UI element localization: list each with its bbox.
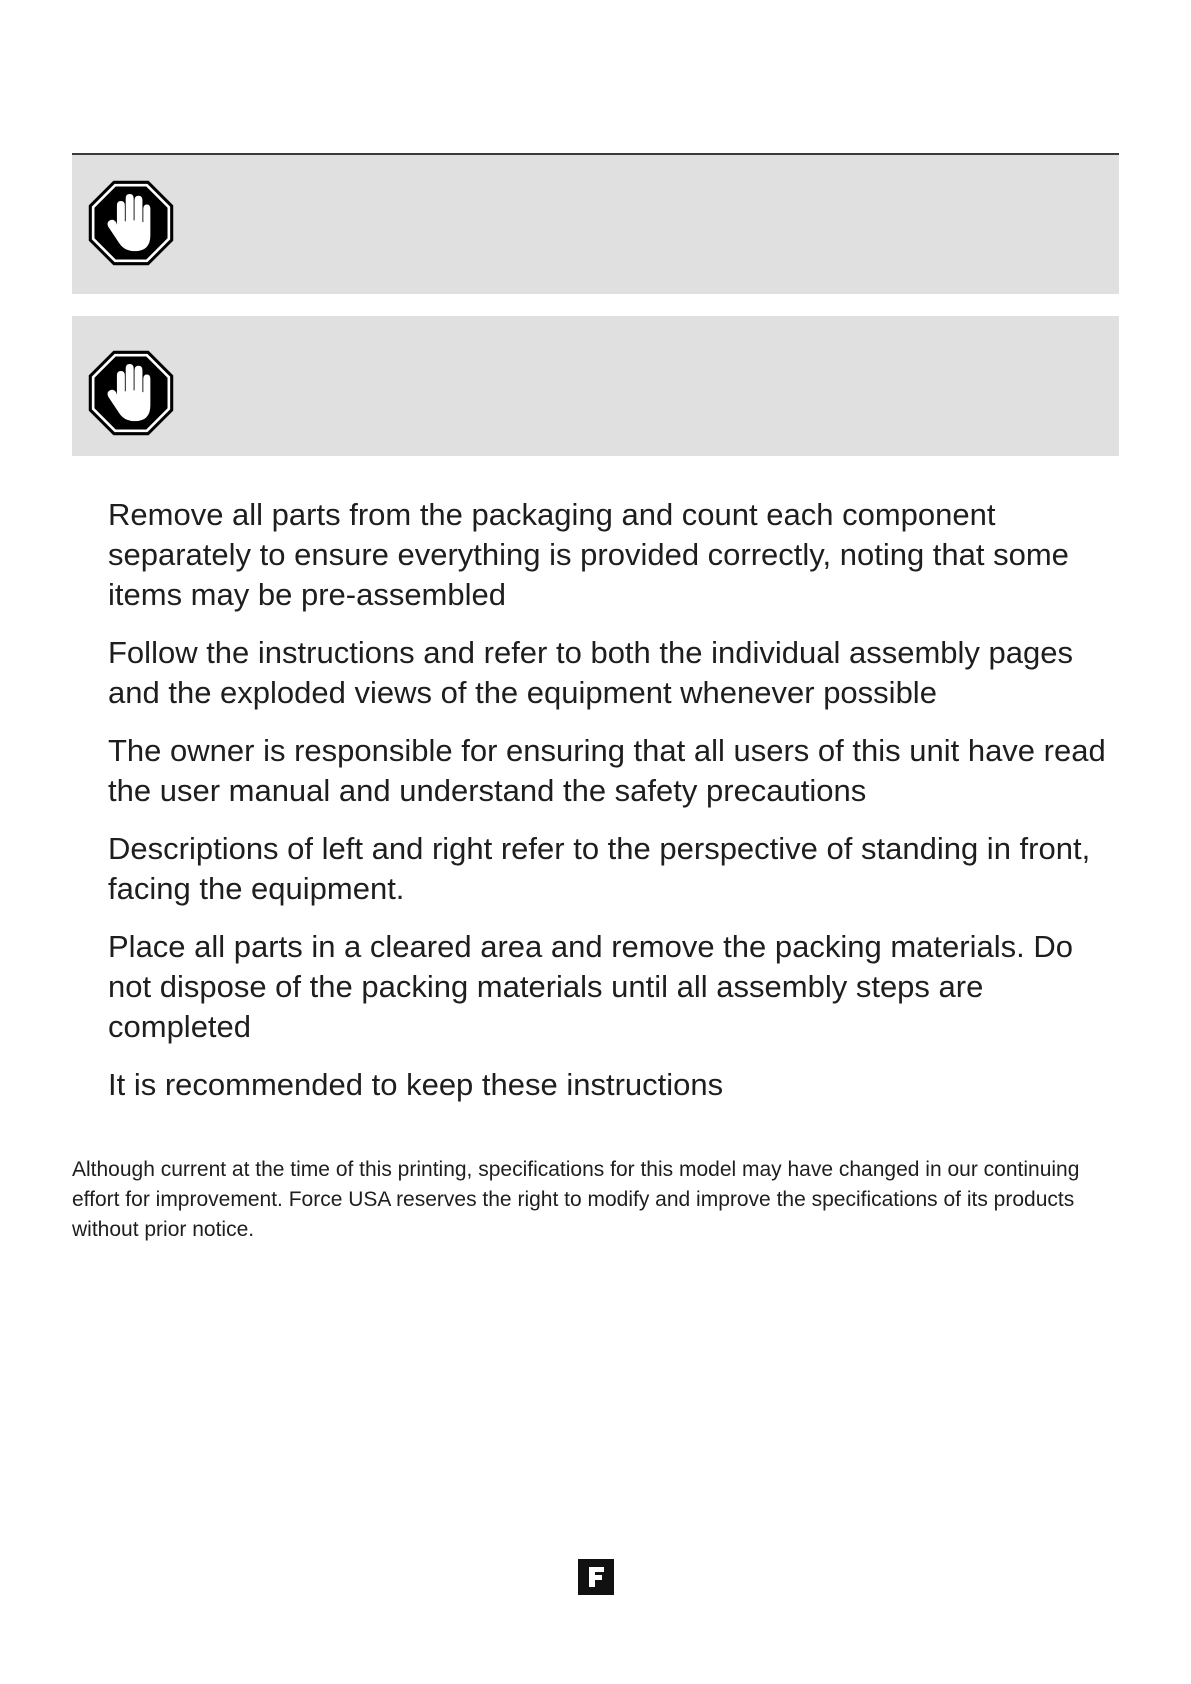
force-usa-logo-icon (578, 1559, 614, 1595)
instruction-item: Place all parts in a cleared area and remove the packing materials. Do not dispose of the packing materials until all assembly steps are completed (108, 929, 1073, 1044)
stop-hand-icon (87, 179, 175, 267)
instruction-item: It is recommended to keep these instructions (108, 1067, 724, 1102)
caution-notice-box (72, 316, 1119, 456)
instruction-item: Descriptions of left and right refer to the perspective of standing in front, facing the equipment. (108, 831, 1091, 906)
stop-hand-icon (87, 349, 175, 437)
instruction-item: Remove all parts from the packaging and count each component separately to ensure everything is provided correctly, noting that some items may be pre-assembled (108, 497, 1069, 612)
warning-notice-box (72, 155, 1119, 294)
specifications-disclaimer: Although current at the time of this printing, specifications for this model may have changed in our continuing effort for improvement. Force USA reserves the right to modify and improve the specifications of its products without prior notice. (72, 1158, 1080, 1241)
instruction-item: Follow the instructions and refer to both the individual assembly pages and the exploded views of the equipment whenever possible (108, 635, 1073, 710)
instruction-item: The owner is responsible for ensuring that all users of this unit have read the user manual and understand the safety precautions (108, 733, 1106, 808)
assembly-instructions-list (108, 495, 1118, 1123)
